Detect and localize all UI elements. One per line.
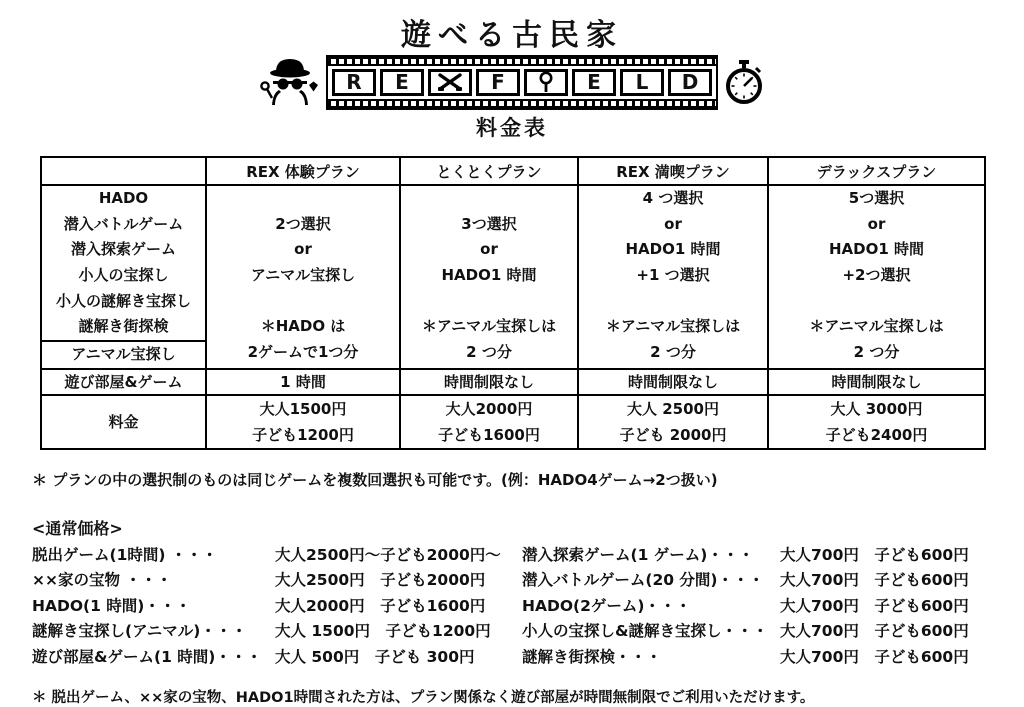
item-label: 潜入バトルゲーム(20 分間)・・・ bbox=[522, 571, 765, 590]
filmstrip-frames bbox=[328, 66, 716, 99]
plan-detail-line: 5つ選択 bbox=[848, 189, 905, 207]
item-price: 大人 1500円 子ども1200円 bbox=[275, 622, 491, 641]
plan-detail-line: +2つ選択 bbox=[842, 266, 911, 285]
playroom-mankitsu: 時間制限なし bbox=[578, 369, 768, 395]
filmstrip-logo bbox=[326, 55, 718, 110]
free-playroom-note: ＊ 脱出ゲーム、××家の宝物、HADO1時間された方は、プラン関係なく遊び部屋が時間無制限でご利用いただけます。 bbox=[32, 690, 815, 707]
regular-prices-right-column bbox=[522, 543, 992, 671]
filmstrip-perforation-bottom bbox=[328, 99, 716, 108]
item-price: 大人700円 子ども600円 bbox=[780, 647, 969, 666]
adult-price: 大人2000円 bbox=[445, 399, 533, 418]
child-price: 子ども 2000円 bbox=[619, 425, 727, 444]
header-cell-tokutoku: とくとくプラン bbox=[400, 157, 578, 185]
item-label: 小人の宝探し&謎解き宝探し・・・ bbox=[522, 622, 769, 641]
plan-detail-line bbox=[579, 289, 767, 315]
plan-detail-deluxe bbox=[768, 185, 985, 369]
price-list-item bbox=[32, 645, 522, 671]
plan-detail-line: 2つ選択 bbox=[275, 214, 331, 233]
game-name: 潜入バトルゲーム bbox=[63, 214, 184, 233]
plan-detail-taiken bbox=[206, 185, 400, 369]
price-label: 料金 bbox=[41, 395, 206, 449]
plan-detail-mankitsu bbox=[578, 185, 768, 369]
plan-detail-line: 2ゲームで1つ分 bbox=[247, 343, 359, 362]
plan-detail-line: 2 つ分 bbox=[466, 343, 512, 362]
page-title: 遊べる古民家 bbox=[401, 18, 623, 53]
item-label: 脱出ゲーム(1時間) ・・・ bbox=[32, 545, 218, 564]
item-label: HADO(2ゲーム)・・・ bbox=[522, 596, 691, 615]
price-list-item bbox=[522, 645, 992, 671]
animal-game-cell bbox=[41, 341, 206, 369]
price-list-item bbox=[522, 543, 992, 569]
child-price: 子ども2400円 bbox=[825, 425, 928, 444]
plan-detail-line: or bbox=[480, 240, 498, 259]
sheet-subtitle: 料金表 bbox=[476, 116, 548, 140]
plans-header-row bbox=[41, 157, 985, 185]
crossed-pistols-icon bbox=[428, 69, 472, 96]
regular-prices-list bbox=[32, 543, 1024, 671]
games-row bbox=[41, 185, 985, 341]
logo-letter-l: L bbox=[620, 69, 664, 96]
price-row bbox=[41, 395, 985, 449]
plan-detail-line bbox=[769, 289, 984, 315]
adult-price: 大人 2500円 bbox=[627, 399, 719, 418]
magnifier-icon bbox=[524, 69, 568, 96]
price-tokutoku bbox=[400, 395, 578, 449]
price-list-item bbox=[522, 594, 992, 620]
price-sheet-page bbox=[0, 10, 1024, 707]
game-name: 小人の宝探し bbox=[78, 266, 169, 285]
price-list-item bbox=[522, 568, 992, 594]
plan-detail-line: 2 つ分 bbox=[650, 343, 696, 362]
header-cell-taiken: REX 体験プラン bbox=[206, 157, 400, 185]
playroom-row bbox=[41, 369, 985, 395]
header-cell-deluxe: デラックスプラン bbox=[768, 157, 985, 185]
plan-detail-line: アニマル宝探し bbox=[250, 266, 356, 285]
item-label: 遊び部屋&ゲーム(1 時間)・・・ bbox=[32, 647, 262, 666]
item-price: 大人700円 子ども600円 bbox=[780, 622, 969, 641]
price-list-item bbox=[32, 568, 522, 594]
filmstrip-perforation-top bbox=[328, 57, 716, 66]
plan-detail-line: HADO1 時間 bbox=[625, 240, 721, 259]
game-list-cell bbox=[41, 185, 206, 341]
game-name: 謎解き街探検 bbox=[78, 317, 169, 336]
plan-detail-line bbox=[207, 289, 399, 315]
price-mankitsu bbox=[578, 395, 768, 449]
header-cell-mankitsu: REX 満喫プラン bbox=[578, 157, 768, 185]
plan-detail-line: or bbox=[294, 240, 312, 259]
playroom-taiken: 1 時間 bbox=[206, 369, 400, 395]
game-name: 潜入探索ゲーム bbox=[70, 240, 176, 259]
price-taiken bbox=[206, 395, 400, 449]
plan-detail-line bbox=[207, 186, 399, 212]
item-label: ××家の宝物 ・・・ bbox=[32, 571, 172, 590]
logo-letter-d: D bbox=[668, 69, 712, 96]
plan-detail-line: or bbox=[867, 214, 886, 233]
header-cell-empty bbox=[41, 157, 206, 185]
item-label: 謎解き街探検・・・ bbox=[522, 647, 662, 666]
price-list-item bbox=[32, 619, 522, 645]
logo-letter-e2: E bbox=[572, 69, 616, 96]
item-label: 潜入探索ゲーム(1 ゲーム)・・・ bbox=[522, 545, 754, 564]
plan-detail-line: +1 つ選択 bbox=[636, 266, 710, 285]
game-name: 小人の謎解き宝探し bbox=[55, 291, 191, 310]
regular-prices-left-column bbox=[32, 543, 522, 671]
plan-detail-line: ＊アニマル宝探しは bbox=[421, 317, 557, 336]
item-price: 大人 500円 子ども 300円 bbox=[275, 647, 475, 666]
adult-price: 大人1500円 bbox=[259, 399, 347, 418]
playroom-tokutoku: 時間制限なし bbox=[400, 369, 578, 395]
plan-detail-line: HADO1 時間 bbox=[828, 240, 925, 259]
game-name: アニマル宝探し bbox=[71, 345, 176, 364]
plan-detail-line: 3つ選択 bbox=[461, 214, 517, 233]
price-deluxe bbox=[768, 395, 985, 449]
plan-detail-line: ＊アニマル宝探しは bbox=[605, 317, 741, 336]
item-price: 大人700円 子ども600円 bbox=[780, 545, 969, 564]
plans-table bbox=[40, 156, 986, 450]
adult-price: 大人 3000円 bbox=[830, 399, 923, 418]
detective-icon bbox=[259, 57, 321, 107]
plan-detail-line: HADO1 時間 bbox=[441, 266, 537, 285]
child-price: 子ども1600円 bbox=[438, 425, 540, 444]
logo-letter-e: E bbox=[380, 69, 424, 96]
item-label: 謎解き宝探し(アニマル)・・・ bbox=[32, 622, 247, 641]
child-price: 子ども1200円 bbox=[252, 425, 354, 444]
item-price: 大人700円 子ども600円 bbox=[780, 571, 969, 590]
item-price: 大人2500円～子ども2000円～ bbox=[275, 545, 501, 564]
plan-detail-tokutoku bbox=[400, 185, 578, 369]
item-label: HADO(1 時間)・・・ bbox=[32, 596, 191, 615]
playroom-label: 遊び部屋&ゲーム bbox=[41, 369, 206, 395]
stopwatch-icon bbox=[723, 59, 765, 105]
plan-detail-line bbox=[401, 186, 577, 212]
price-list-item bbox=[32, 594, 522, 620]
plan-detail-line: 2 つ分 bbox=[853, 343, 900, 362]
playroom-deluxe: 時間制限なし bbox=[768, 369, 985, 395]
plan-detail-line: ＊アニマル宝探しは bbox=[809, 317, 944, 336]
item-price: 大人700円 子ども600円 bbox=[780, 596, 969, 615]
rex-field-logo bbox=[0, 57, 1024, 107]
item-price: 大人2500円 子ども2000円 bbox=[275, 571, 486, 590]
price-list-item bbox=[522, 619, 992, 645]
game-name: HADO bbox=[98, 189, 149, 207]
regular-prices-heading: <通常価格> bbox=[32, 518, 123, 538]
item-price: 大人2000円 子ども1600円 bbox=[275, 596, 486, 615]
plan-detail-line: ＊HADO は bbox=[260, 317, 346, 336]
price-list-item bbox=[32, 543, 522, 569]
plan-selection-note: ＊ プランの中の選択制のものは同じゲームを複数回選択も可能です。(例：HADO4ゲーム→2つ扱い) bbox=[32, 470, 718, 489]
logo-letter-f: F bbox=[476, 69, 520, 96]
plan-detail-line: or bbox=[664, 214, 682, 233]
plan-detail-line bbox=[401, 289, 577, 315]
logo-letter-r: R bbox=[332, 69, 376, 96]
plan-detail-line: 4 つ選択 bbox=[642, 189, 704, 207]
